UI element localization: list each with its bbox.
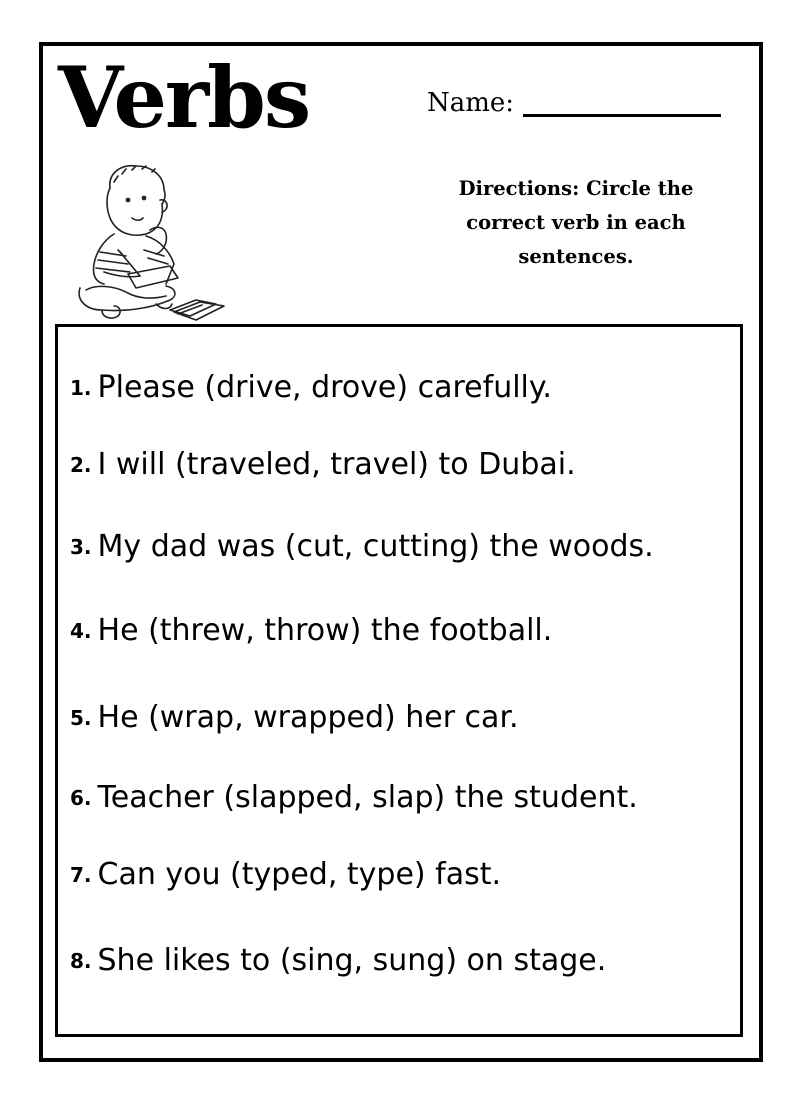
item-sentence[interactable]: He (threw, throw) the football.	[97, 613, 553, 648]
boy-writing-illustration-icon	[66, 160, 246, 325]
item-sentence[interactable]: She likes to (sing, sung) on stage.	[97, 943, 607, 978]
sentences-box	[55, 324, 743, 1037]
list-item	[70, 943, 606, 978]
item-sentence[interactable]: He (wrap, wrapped) her car.	[97, 700, 519, 735]
list-item	[70, 613, 552, 648]
item-sentence[interactable]: I will (traveled, travel) to Dubai.	[97, 447, 576, 482]
list-item	[70, 700, 519, 735]
item-sentence[interactable]: Can you (typed, type) fast.	[97, 857, 502, 892]
worksheet-title: Verbs	[58, 48, 310, 147]
list-item	[70, 780, 638, 815]
list-item	[70, 857, 501, 892]
item-number: 1.	[70, 375, 92, 400]
directions-text: Directions: Circle the correct verb in each sentences.	[458, 177, 694, 268]
item-number: 6.	[70, 785, 92, 810]
item-number: 4.	[70, 618, 92, 643]
item-number: 5.	[70, 705, 92, 730]
list-item	[70, 370, 552, 405]
item-number: 3.	[70, 534, 92, 559]
item-number: 2.	[70, 452, 92, 477]
item-number: 7.	[70, 862, 92, 887]
list-item	[70, 447, 576, 482]
item-sentence[interactable]: Please (drive, drove) carefully.	[97, 370, 552, 405]
list-item	[70, 529, 654, 564]
item-number: 8.	[70, 948, 92, 973]
item-sentence[interactable]: Teacher (slapped, slap) the student.	[97, 780, 638, 815]
name-label: Name:	[427, 88, 515, 118]
name-field[interactable]	[523, 114, 721, 117]
item-sentence[interactable]: My dad was (cut, cutting) the woods.	[97, 529, 654, 564]
